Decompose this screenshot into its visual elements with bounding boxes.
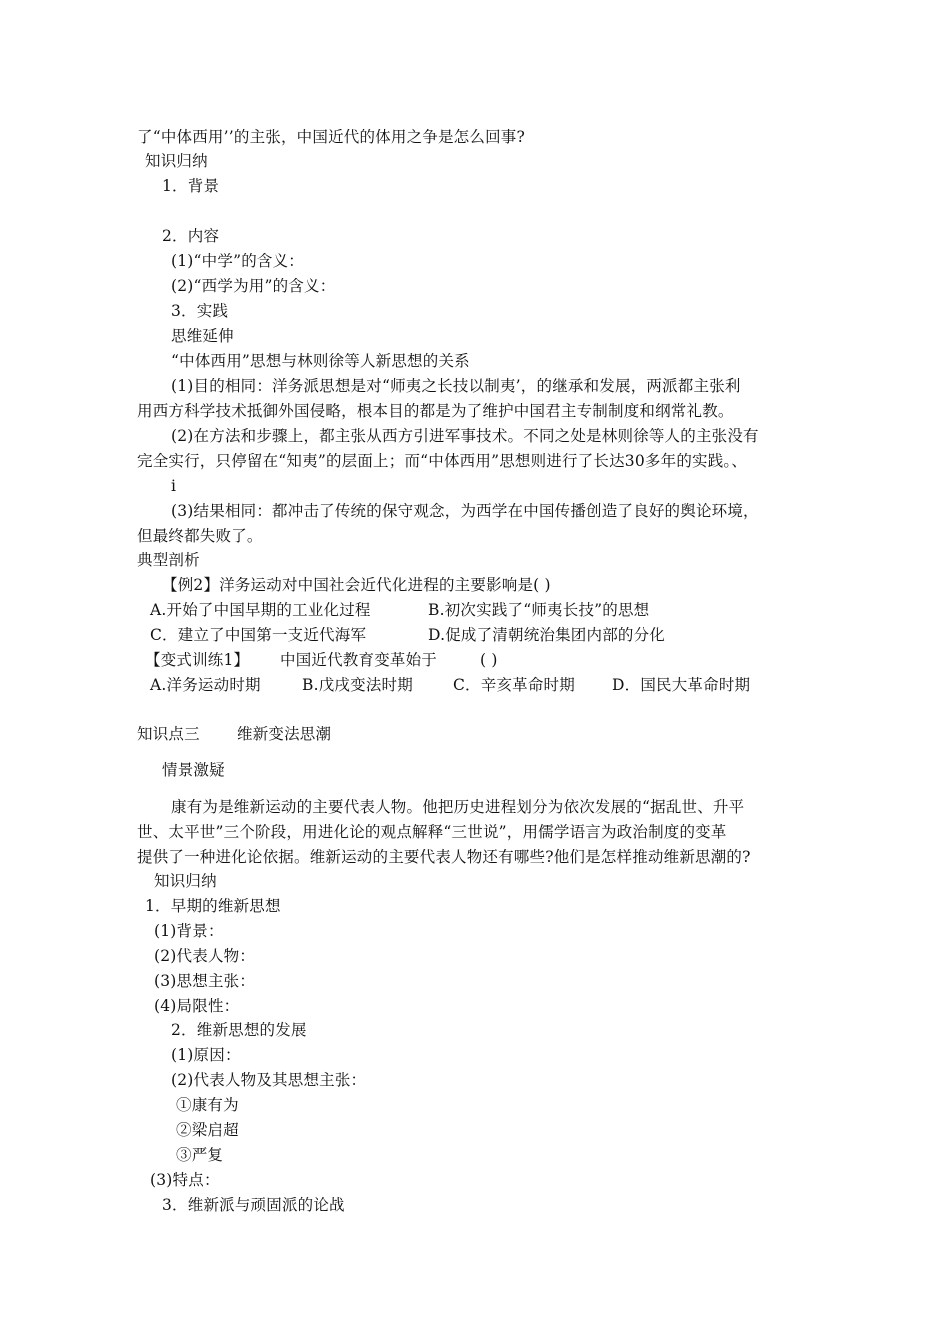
section-heading: 思维延伸 bbox=[171, 327, 234, 345]
text-line: (2)代表人物： bbox=[154, 947, 256, 965]
question-line: 【例2】洋务运动对中国社会近代化进程的主要影响是( ) bbox=[162, 576, 551, 594]
section-heading: 情景激疑 bbox=[162, 761, 225, 779]
text-line: 1．背景 bbox=[162, 177, 220, 195]
section-title: 维新变法思潮 bbox=[237, 725, 332, 743]
text-line: 世、太平世”三个阶段，用进化论的观点解释“三世说”，用儒学语言为政治制度的变革 bbox=[137, 823, 727, 841]
text-line: (1)背景： bbox=[154, 922, 224, 940]
text-line: ①康有为 bbox=[176, 1096, 239, 1114]
option-d: D.促成了清朝统治集团内部的分化 bbox=[428, 626, 666, 644]
text-line: ②梁启超 bbox=[176, 1121, 239, 1139]
text-line: i bbox=[171, 477, 177, 495]
option-b: B.初次实践了“师夷长技”的思想 bbox=[428, 601, 650, 619]
section-heading: 知识归纳 bbox=[154, 872, 217, 890]
text-line: 康有为是维新运动的主要代表人物。他把历史进程划分为依次发展的“据乱世、升平 bbox=[171, 798, 745, 816]
option-c: C．建立了中国第一支近代海军 bbox=[150, 626, 367, 644]
text-line: (1)原因： bbox=[171, 1046, 241, 1064]
option-a: A.洋务运动时期 bbox=[150, 676, 261, 694]
text-line: (2)在方法和步骤上，都主张从西方引进军事技术。不同之处是林则徐等人的主张没有 bbox=[171, 427, 759, 445]
question-line: 中国近代教育变革始于 bbox=[280, 651, 438, 669]
text-line: (2)代表人物及其思想主张： bbox=[171, 1071, 367, 1089]
text-line: ③严复 bbox=[176, 1146, 224, 1164]
text-line: (3)思想主张： bbox=[154, 972, 256, 990]
text-line: 1．早期的维新思想 bbox=[145, 897, 281, 915]
text-line: 3．实践 bbox=[171, 302, 229, 320]
text-line: 提供了一种进化论依据。维新运动的主要代表人物还有哪些?他们是怎样推动维新思潮的? bbox=[137, 848, 751, 866]
answer-blank: ( ) bbox=[480, 651, 498, 669]
text-line: (3)结果相同：都冲击了传统的保守观念，为西学在中国传播创造了良好的舆论环境， bbox=[171, 502, 759, 520]
text-line: (4)局限性： bbox=[154, 997, 240, 1015]
text-line: 2．内容 bbox=[162, 227, 220, 245]
text-line: 完全实行，只停留在“知夷”的层面上；而“中体西用”思想则进行了长达30多年的实践。、 bbox=[137, 452, 748, 470]
option-c: C．辛亥革命时期 bbox=[453, 676, 575, 694]
section-heading: 知识点三 bbox=[137, 725, 200, 743]
option-d: D．国民大革命时期 bbox=[612, 676, 751, 694]
text-line: 3．维新派与顽固派的论战 bbox=[162, 1196, 345, 1214]
option-b: B.戊戌变法时期 bbox=[302, 676, 413, 694]
text-line: 了“中体西用’’的主张，中国近代的体用之争是怎么回事? bbox=[137, 128, 525, 146]
section-heading: 典型剖析 bbox=[137, 551, 200, 569]
text-line: 用西方科学技术抵御外国侵略，根本目的都是为了维护中国君主专制制度和纲常礼教。 bbox=[137, 402, 734, 420]
section-heading: 知识归纳 bbox=[145, 152, 208, 170]
exercise-label: 【变式训练1】 bbox=[145, 651, 250, 669]
option-a: A.开始了中国早期的工业化过程 bbox=[150, 601, 371, 619]
text-line: 但最终都失败了。 bbox=[137, 527, 263, 545]
text-line: (1)目的相同：洋务派思想是对“师夷之长技以制夷’，的继承和发展，两派都主张利 bbox=[171, 377, 741, 395]
text-line: “中体西用”思想与林则徐等人新思想的关系 bbox=[171, 352, 470, 370]
text-line: (1)“中学”的含义： bbox=[171, 252, 305, 270]
text-line: (3)特点： bbox=[150, 1171, 220, 1189]
text-line: (2)“西学为用”的含义： bbox=[171, 277, 336, 295]
text-line: 2．维新思想的发展 bbox=[171, 1021, 307, 1039]
